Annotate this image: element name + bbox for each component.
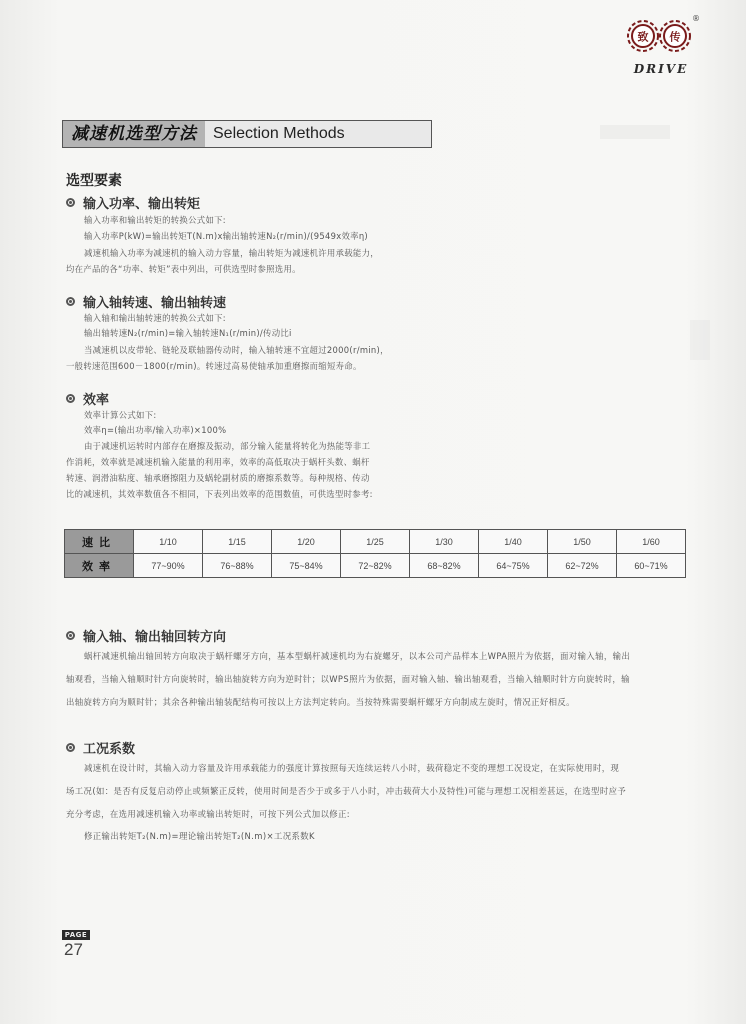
- efficiency-line: 由于减速机运转时内部存在磨擦及振动，部分输入能量将转化为热能等非工: [84, 441, 371, 451]
- page-number: 27: [64, 940, 83, 959]
- rotation-line: 蜗杆减速机输出轴回转方向取决于蜗杆螺牙方向，基本型蜗杆减速机均为右旋螺牙，以本公司产品样本上WPA照片为依据，面对输入轴，输出: [84, 651, 631, 661]
- service-line: 场工况(如：是否有反复启动停止或频繁正反转，使用时间是否少于或多于八小时，冲击载荷大小及特性)可能与理想工况相差甚远，在选型时应予: [66, 786, 627, 796]
- logo-left-char: 致: [637, 30, 649, 44]
- section-title-bar: [62, 120, 432, 148]
- efficiency-cell: 60~71%: [617, 554, 686, 578]
- efficiency-cell: 77~90%: [134, 554, 203, 578]
- efficiency-title-text: 效率: [83, 393, 110, 408]
- efficiency-cell: 75~84%: [272, 554, 341, 578]
- service-formula: 修正输出转矩T₂(N.m)=理论输出转矩T₂(N.m)×工况系数K: [84, 831, 315, 841]
- ratio-cell: 1/15: [203, 530, 272, 554]
- page-number-block: [62, 930, 90, 960]
- circle-bullet-icon: [66, 297, 75, 306]
- gear-logo-icon: [622, 14, 700, 64]
- efficiency-cell: 72~82%: [341, 554, 410, 578]
- efficiency-row: [65, 554, 686, 578]
- show-through-mark: [600, 125, 670, 139]
- efficiency-cell: 68~82%: [410, 554, 479, 578]
- rotation-section-title: [66, 626, 226, 645]
- circle-bullet-icon: [66, 631, 75, 640]
- title-english: Selection Methods: [205, 121, 431, 147]
- efficiency-header: 效率: [65, 554, 134, 578]
- power-line: 输入功率和输出转矩的转换公式如下:: [84, 215, 226, 225]
- service-section-title: [66, 738, 135, 757]
- title-chinese: 减速机选型方法: [63, 121, 205, 147]
- ratio-cell: 1/10: [134, 530, 203, 554]
- power-line: 减速机输入功率为减速机的输入动力容量，输出转矩为减速机许用承载能力，: [84, 248, 379, 258]
- ratio-cell: 1/30: [410, 530, 479, 554]
- efficiency-line: 转速、润滑油粘度、轴承磨擦阻力及蜗轮副材质的磨擦系数等。每种规格、传动: [66, 473, 370, 483]
- speed-line: 当减速机以皮带轮、链轮及联轴器传动时，输入轴转速不宜超过2000(r/min)，: [84, 345, 389, 355]
- registered-mark: ®: [692, 14, 700, 23]
- page-label: PAGE: [62, 930, 90, 940]
- power-line: 均在产品的各“功率、转矩”表中列出，可供选型时参照选用。: [66, 264, 301, 274]
- rotation-line: 轴观看，当输入轴顺时针方向旋转时，输出轴旋转方向为逆时针；以WPS照片为依据，面对输入轴、输出轴观看，当输入轴顺时针方向旋转时，输: [66, 674, 630, 684]
- speed-line: 一般转速范围600－1800(r/min)。转速过高易使轴承加重磨擦而缩短寿命。: [66, 361, 362, 371]
- efficiency-table: [64, 529, 686, 578]
- show-through-mark: [690, 320, 710, 360]
- ratio-cell: 1/50: [548, 530, 617, 554]
- speed-line: 输入轴和输出轴转速的转换公式如下:: [84, 313, 226, 323]
- circle-bullet-icon: [66, 394, 75, 403]
- logo-word: DRIVE: [633, 62, 689, 76]
- efficiency-cell: 76~88%: [203, 554, 272, 578]
- rotation-title-text: 输入轴、输出轴回转方向: [83, 630, 227, 645]
- service-line: 减速机在设计时，其输入动力容量及许用承载能力的强度计算按照每天连续运转八小时，载荷稳定不变的理想工况设定，在实际使用时，现: [84, 763, 620, 773]
- power-formula: 输入功率P(kW)=输出转矩T(N.m)x输出轴转速N₂(r/min)/(9549x效率η): [84, 231, 368, 241]
- logo-right-char: 传: [669, 30, 681, 44]
- ratio-cell: 1/20: [272, 530, 341, 554]
- power-title-text: 输入功率、输出转矩: [83, 197, 201, 212]
- speed-title-text: 输入轴转速、输出轴转速: [83, 296, 227, 311]
- efficiency-cell: 64~75%: [479, 554, 548, 578]
- ratio-cell: 1/25: [341, 530, 410, 554]
- service-title-text: 工况系数: [83, 742, 136, 757]
- efficiency-formula: 效率η=(输出功率/输入功率)×100%: [84, 425, 227, 435]
- ratio-cell: 1/40: [479, 530, 548, 554]
- efficiency-section-title: [66, 389, 109, 408]
- ratio-header: 速比: [65, 530, 134, 554]
- ratio-row: [65, 530, 686, 554]
- circle-bullet-icon: [66, 743, 75, 752]
- rotation-line: 出轴旋转方向为顺时针；其余各种输出轴装配结构可按以上方法判定转向。当按特殊需要蜗杆螺牙方向制成左旋时，情况正好相反。: [66, 697, 575, 707]
- circle-bullet-icon: [66, 198, 75, 207]
- power-section-title: [66, 193, 200, 212]
- service-line: 充分考虑，在选用减速机输入功率或输出转矩时，可按下列公式加以修正:: [66, 809, 351, 819]
- efficiency-line: 作消耗，效率就是减速机输入能量的利用率，效率的高低取决于蜗杆头数、蜗杆: [66, 457, 370, 467]
- drive-logo: [622, 14, 700, 76]
- speed-section-title: [66, 292, 226, 311]
- ratio-cell: 1/60: [617, 530, 686, 554]
- efficiency-cell: 62~72%: [548, 554, 617, 578]
- selection-factors-heading: 选型要素: [66, 173, 122, 189]
- speed-formula: 输出轴转速N₂(r/min)=输入轴转速N₁(r/min)/传动比i: [84, 328, 292, 338]
- efficiency-line: 效率计算公式如下:: [84, 410, 157, 420]
- efficiency-line: 比的减速机，其效率数值各不相同，下表列出效率的范围数值，可供选型时参考:: [66, 489, 373, 499]
